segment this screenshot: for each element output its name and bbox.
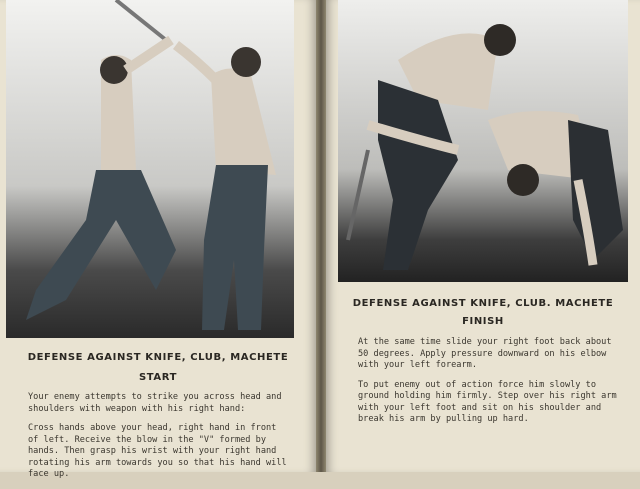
- right-page: [326, 0, 640, 472]
- left-paragraph: Your enemy attempts to strike you across head and shoulders with weapon with his right hand:: [28, 392, 282, 414]
- right-paragraph: To put enemy out of action force him slowly to ground holding him firmly. Step over his right arm with your left foot and sit on his shoulder and break his arm by pulling up hard.: [358, 379, 617, 424]
- right-figure-arm: [176, 45, 216, 80]
- right-photo-illustration: [338, 0, 628, 282]
- left-title-line2: START: [138, 372, 178, 383]
- right-paragraph: At the same time slide your right foot back about 50 degrees. Apply pressure downward on his elbow with your left forearm.: [358, 337, 612, 370]
- left-photo-illustration: [6, 0, 294, 338]
- left-figure-head: [100, 56, 128, 84]
- standing-figure-head: [484, 24, 516, 56]
- book-gutter: [316, 0, 326, 472]
- left-title-line1: DEFENSE AGAINST KNIFE, CLUB, MACHETE: [27, 352, 289, 363]
- right-figure-torso: [211, 69, 276, 176]
- right-title-line1: DEFENSE AGAINST KNIFE, CLUB. MACHETE: [352, 298, 614, 309]
- right-figure-head: [231, 47, 261, 77]
- left-figure-pants: [26, 170, 176, 320]
- standing-figure-pants: [378, 80, 458, 270]
- right-photo: [338, 0, 628, 282]
- right-title-line2: FINISH: [462, 316, 504, 327]
- right-body: [358, 337, 618, 434]
- left-photo: [6, 0, 294, 338]
- right-figure-pants: [202, 165, 268, 330]
- bent-figure-head: [507, 164, 539, 196]
- left-paragraph: Cross hands above your head, right hand in front of left. Receive the blow in the "V" formed by hands. Then grasp his wrist with your right hand rotating his arm towards you so that his hand will face up.: [28, 423, 287, 479]
- machete-weapon: [348, 150, 368, 240]
- left-figure-arm: [126, 40, 171, 70]
- club-weapon: [116, 0, 166, 40]
- left-body: [28, 392, 290, 489]
- left-page: [0, 0, 316, 479]
